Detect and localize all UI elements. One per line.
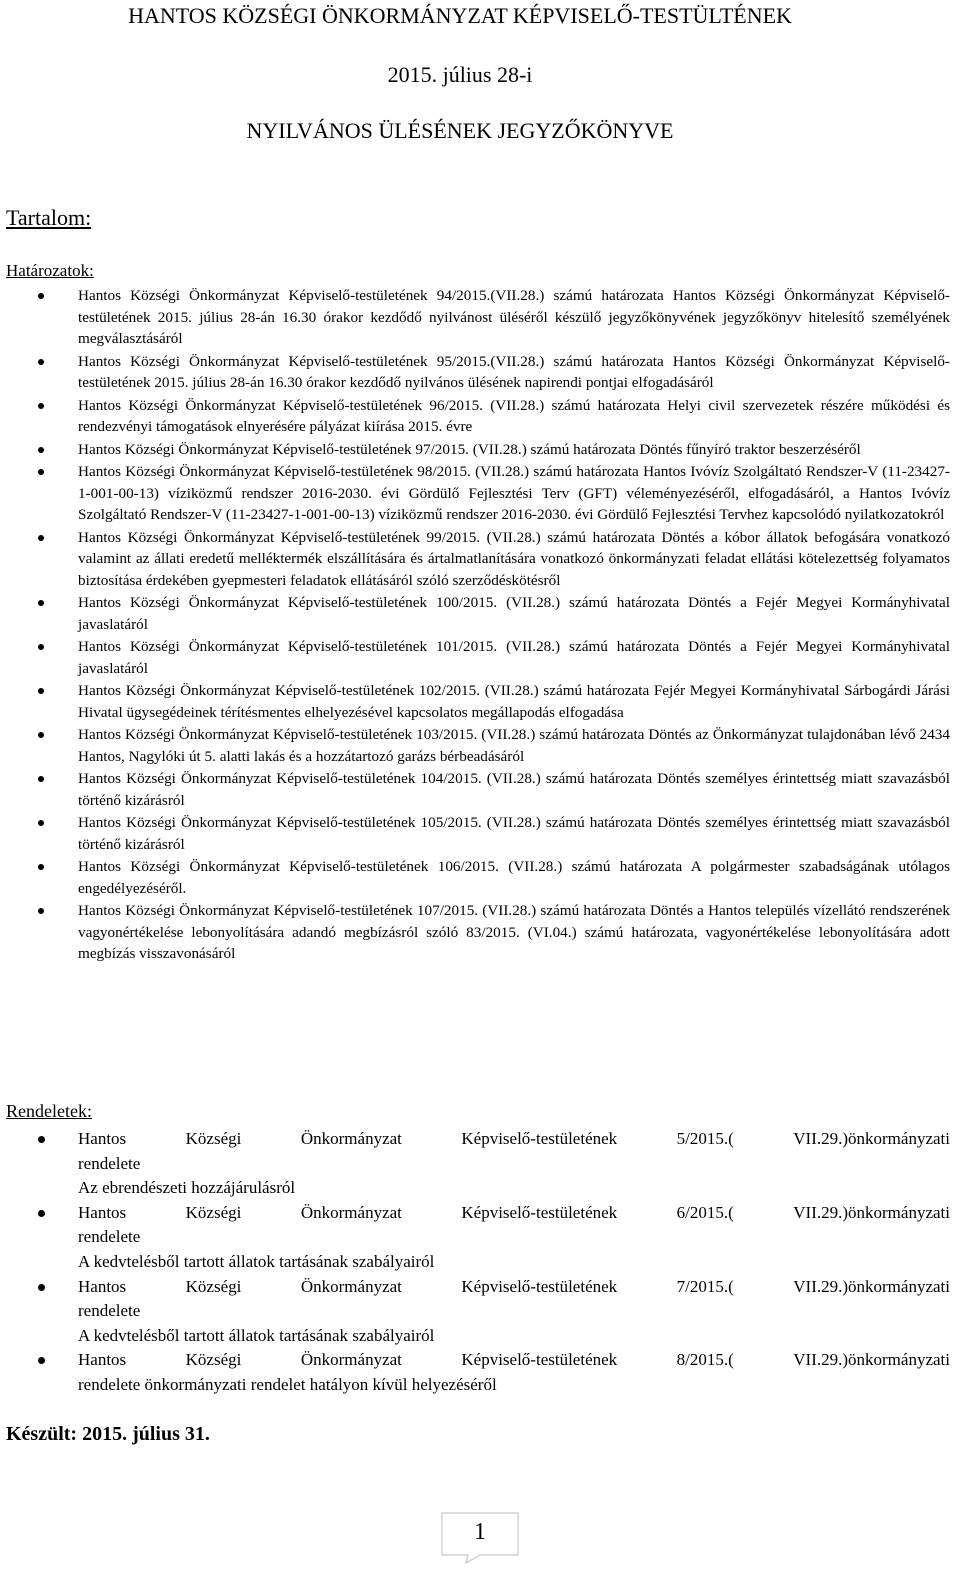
resolution-text: Hantos Községi Önkormányzat Képviselő-testületének 97/2015. (VII.28.) számú határozata Döntés fűnyíró traktor beszerzéséről	[78, 440, 861, 458]
bullet-icon	[38, 864, 44, 870]
bullet-icon	[38, 688, 44, 694]
ordinance-heading	[78, 1201, 950, 1226]
ordinance-word: Önkormányzat	[300, 1202, 402, 1222]
ordinance-subject: A kedvtelésből tartott állatok tartásának szabályairól	[78, 1325, 435, 1345]
document-title-date: 2015. július 28-i	[387, 62, 533, 87]
ordinance-word: VII.29.)önkormányzati	[793, 1350, 950, 1370]
ordinance-word: Községi	[185, 1350, 242, 1370]
bullet-icon	[38, 1136, 45, 1143]
list-item	[0, 636, 958, 679]
list-item	[0, 1201, 958, 1275]
ordinance-word: 7/2015.(	[676, 1276, 734, 1296]
ordinance-word: Képviselő-testületének	[461, 1350, 618, 1370]
bullet-icon	[38, 820, 44, 826]
document-title-line-3: NYILVÁNOS ÜLÉSÉNEK JEGYZŐKÖNYVE	[246, 118, 674, 143]
bullet-icon	[38, 644, 44, 650]
list-item	[0, 1348, 958, 1397]
ordinance-word: 8/2015.(	[676, 1350, 734, 1370]
resolution-text: Hantos Községi Önkormányzat Képviselő-testületének 104/2015. (VII.28.) számú határozata Döntés személyes érintettség miatt szavazásból történő kizárásról	[78, 770, 950, 809]
ordinance-word: Hantos	[78, 1202, 127, 1222]
ordinance-word: Községi	[185, 1129, 242, 1148]
ordinances-heading: Rendeletek:	[6, 1101, 92, 1121]
bullet-icon	[38, 403, 44, 409]
bullet-icon	[38, 469, 44, 475]
ordinance-word: Községi	[185, 1276, 242, 1296]
document-title-line-1: HANTOS KÖZSÉGI ÖNKORMÁNYZAT KÉPVISELŐ-TESTÜLTÉNEK	[128, 3, 792, 28]
ordinance-word: VII.29.)önkormányzati	[793, 1129, 950, 1148]
contents-heading: Tartalom:	[6, 205, 92, 230]
ordinance-word: Önkormányzat	[300, 1350, 402, 1370]
bullet-icon	[38, 293, 44, 299]
list-item	[0, 900, 958, 965]
resolution-text: Hantos Községi Önkormányzat Képviselő-testületének 96/2015. (VII.28.) számú határozata Helyi civil szervezetek részére működési és rendezvényi támogatások elnyerésére pályázat kiírása 2015. évre	[78, 396, 950, 435]
list-item	[0, 680, 958, 723]
resolution-text: Hantos Községi Önkormányzat Képviselő-testületének 106/2015. (VII.28.) számú határozata A polgármester szabadságának utólagos engedélyezéséről.	[78, 858, 950, 897]
bullet-icon	[38, 908, 44, 914]
ordinance-word: Községi	[185, 1202, 242, 1222]
resolution-text: Hantos Községi Önkormányzat Képviselő-testületének 99/2015. (VII.28.) számú határozata Döntés a kóbor állatok befogására vonatkozó valamint az állati eredetű melléktermék elszállítására és ártalmatlanítására vonatkozó önkormányzati feladat ellátási kötelezettség folyamatos biztosítása érdekében gyepmesteri feladatok ellátásáról szóló szerződéskötésről	[78, 528, 950, 589]
bullet-icon	[38, 447, 44, 453]
list-item	[0, 1275, 958, 1349]
bullet-icon	[38, 600, 44, 606]
ordinance-word: Hantos	[78, 1129, 127, 1148]
ordinance-line-2: rendelete	[78, 1301, 141, 1321]
list-item	[0, 812, 958, 855]
resolutions-heading: Határozatok:	[6, 261, 94, 280]
resolution-text: Hantos Községi Önkormányzat Képviselő-testületének 98/2015. (VII.28.) számú határozata Hantos Ivóvíz Szolgáltató Rendszer-V (11-23427-1-001-00-13) víziközmű rendszer 2016-2030. évi Gördülő Fejlesztési Terv (GFT) véleményezéséről, elfogadásáról, a Hantos Ivóvíz Szolgáltató Rendszer-V (11-23427-1-001-00-13) víziközmű rendszer 2016-2030. évi Gördülő Fejlesztési Tervhez kapcsolódó nyilatkozatokról	[78, 463, 950, 523]
ordinance-word: Hantos	[78, 1276, 127, 1296]
bullet-icon	[38, 1284, 45, 1291]
ordinance-heading	[78, 1275, 950, 1300]
list-item	[0, 351, 958, 394]
ordinance-word: Hantos	[78, 1350, 127, 1370]
bullet-icon	[38, 732, 44, 738]
bullet-icon	[38, 535, 44, 541]
resolution-text: Hantos Községi Önkormányzat Képviselő-testületének 101/2015. (VII.28.) számú határozata Döntés a Fejér Megyei Kormányhivatal javaslatáról	[78, 638, 950, 677]
ordinance-word: Önkormányzat	[300, 1276, 402, 1296]
list-item	[0, 724, 958, 767]
ordinance-word: VII.29.)önkormányzati	[793, 1276, 950, 1296]
bullet-icon	[38, 776, 44, 782]
page-number: 1	[474, 1519, 486, 1545]
list-item	[0, 1127, 958, 1201]
list-item	[0, 856, 958, 899]
ordinances-list	[0, 1127, 958, 1398]
list-item	[0, 461, 958, 526]
bullet-icon	[38, 359, 44, 365]
resolution-text: Hantos Községi Önkormányzat Képviselő-testületének 102/2015. (VII.28.) számú határozata Fejér Megyei Kormányhivatal Sárbogárdi Járási Hivatal ügysegédeinek térítésmentes elhelyezésével kapcsolatos megállapodás elfogadása	[78, 682, 950, 721]
ordinance-word: Képviselő-testületének	[461, 1129, 618, 1148]
bullet-icon	[38, 1210, 45, 1217]
list-item	[0, 439, 958, 461]
ordinance-word: 5/2015.(	[676, 1129, 734, 1148]
resolutions-list	[0, 285, 958, 966]
ordinance-heading	[78, 1127, 950, 1152]
resolution-text: Hantos Községi Önkormányzat Képviselő-testületének 95/2015.(VII.28.) számú határozata Hantos Községi Önkormányzat Képviselő-testületének 2015. július 28-án 16.30 órakor kezdődő nyilvános ülésének napirendi pontjai elfogadásáról	[78, 352, 950, 391]
ordinance-word: VII.29.)önkormányzati	[793, 1202, 950, 1222]
list-item	[0, 592, 958, 635]
resolution-text: Hantos Községi Önkormányzat Képviselő-testületének 107/2015. (VII.28.) számú határozata Döntés a Hantos település vízellátó rendszerének vagyonértékelése lebonyolítására adandó megbízásról szóló 83/2015. (VI.04.) számú határozata, vagyonértékelése lebonyolítására adott megbízás visszavonásáról	[78, 902, 950, 962]
ordinance-subject: A kedvtelésből tartott állatok tartásának szabályairól	[78, 1251, 435, 1271]
resolution-text: Hantos Községi Önkormányzat Képviselő-testületének 103/2015. (VII.28.) számú határozata Döntés az Önkormányzat tulajdonában lévő 2434 Hantos, Nagylóki út 5. alatti lakás és a hozzátartozó garázs bérbeadásáról	[78, 726, 950, 765]
ordinance-word: Képviselő-testületének	[461, 1202, 618, 1222]
list-item	[0, 527, 958, 592]
ordinance-word: Képviselő-testületének	[461, 1276, 618, 1296]
ordinance-subject: Az ebrendészeti hozzájárulásról	[78, 1178, 296, 1198]
ordinance-word: Önkormányzat	[300, 1129, 402, 1148]
list-item	[0, 768, 958, 811]
list-item	[0, 285, 958, 350]
bullet-icon	[38, 1357, 45, 1364]
page-number-box	[428, 1505, 532, 1565]
resolution-text: Hantos Községi Önkormányzat Képviselő-testületének 100/2015. (VII.28.) számú határozata Döntés a Fejér Megyei Kormányhivatal javaslatáról	[78, 594, 950, 633]
ordinance-word: 6/2015.(	[676, 1202, 734, 1222]
ordinance-heading	[78, 1348, 950, 1373]
ordinance-line-2: rendelete	[78, 1227, 141, 1247]
resolution-text: Hantos Községi Önkormányzat Képviselő-testületének 105/2015. (VII.28.) számú határozata Döntés személyes érintettség miatt szavazásból történő kizárásról	[78, 814, 950, 853]
resolution-text: Hantos Községi Önkormányzat Képviselő-testületének 94/2015.(VII.28.) számú határozata Hantos Községi Önkormányzat Képviselő-testületének 2015. július 28-án 16.30 órakor kezdődő nyilvánost üléséről készülő jegyzőkönyvének jegyzőkönyv hitelesítő személyének megválasztásáról	[78, 287, 950, 347]
prepared-date: Készült: 2015. július 31.	[6, 1423, 210, 1445]
ordinance-line-2: rendelete önkormányzati rendelet hatályon kívül helyezéséről	[78, 1374, 497, 1394]
ordinance-line-2: rendelete	[78, 1153, 141, 1173]
list-item	[0, 395, 958, 438]
